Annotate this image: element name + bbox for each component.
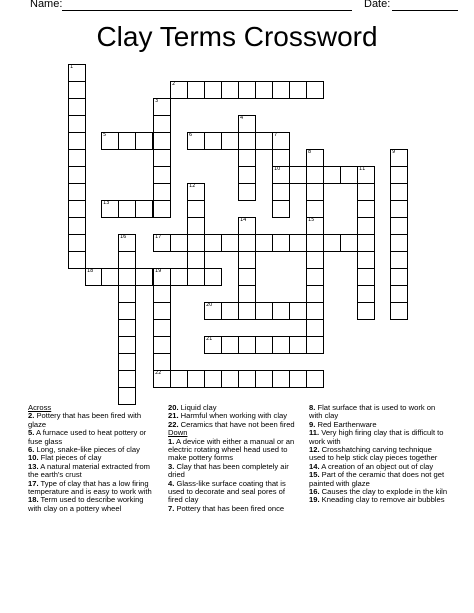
grid-cell[interactable] [289,336,307,354]
grid-cell[interactable] [153,149,171,167]
clue-number: 17 [155,234,162,240]
clue-number-label: 8. [309,403,316,412]
grid-cell[interactable] [204,81,222,99]
grid-cell[interactable] [204,370,222,388]
clue [309,471,449,488]
grid-cell[interactable] [68,234,86,252]
clue [168,438,298,463]
clue-number-label: 5. [28,428,35,438]
grid-cell[interactable] [153,370,171,388]
grid-cell[interactable] [101,132,119,150]
grid-cell[interactable] [255,132,273,150]
grid-cell[interactable] [255,81,273,99]
grid-cell[interactable] [135,132,153,150]
grid-cell[interactable] [306,149,324,167]
name-label: Name: [30,0,63,10]
clue-number: 1 [70,64,74,70]
clue [309,446,449,463]
grid-cell[interactable] [153,98,171,116]
clue-column-3 [309,404,449,505]
clue-number-label: 12. [309,445,320,455]
clue-text: Harmful when working with clay [178,411,288,421]
grid-cell[interactable] [390,302,408,320]
grid-cell[interactable] [390,234,408,252]
clue-number: 9 [392,149,396,155]
grid-cell[interactable] [170,81,188,99]
grid-cell[interactable] [390,183,408,201]
grid-cell[interactable] [357,268,375,286]
clue-text: Long, snake-like pieces of clay [34,445,140,455]
grid-cell[interactable] [204,234,222,252]
grid-cell[interactable] [204,302,222,320]
clue-number: 8 [308,149,312,155]
grid-cell[interactable] [221,336,239,354]
grid-cell[interactable] [238,166,256,184]
grid-cell[interactable] [238,81,256,99]
date-label: Date: [364,0,391,10]
clue-text: Ceramics that have not been fired [178,419,295,429]
clue-number-label: 21. [168,411,179,421]
clue-column-1 [28,404,158,513]
grid-cell[interactable] [390,251,408,269]
clue-text: Flat surface that is used to work on with clay [309,403,436,421]
grid-cell[interactable] [204,268,222,286]
grid-cell[interactable] [118,387,136,405]
grid-cell[interactable] [221,234,239,252]
clue-number-label: 10. [28,453,39,463]
grid-cell[interactable] [68,132,86,150]
clue [28,412,158,429]
clue-text: Red Earthenware [315,419,377,429]
grid-cell[interactable] [221,370,239,388]
clue-number-label: 19. [309,495,320,505]
grid-cell[interactable] [68,115,86,133]
clue-text: Causes the clay to explode in the kiln [319,487,448,497]
grid-cell[interactable] [255,234,273,252]
grid-cell[interactable] [357,251,375,269]
clue-number-label: 3. [168,461,175,471]
grid-cell[interactable] [187,251,205,269]
clue-number: 2 [172,81,176,87]
clue-text: A device with either a manual or an electric rotating wheel head used to make pottery forms [168,436,295,463]
grid-cell[interactable] [357,285,375,303]
clue-number: 18 [87,268,94,274]
grid-cell[interactable] [357,217,375,235]
grid-cell[interactable] [187,81,205,99]
grid-cell[interactable] [340,166,358,184]
clue-text: Very high firing clay that is difficult to work with [309,428,444,446]
clue-number: 7 [274,132,278,138]
grid-cell[interactable] [238,370,256,388]
clue-number: 6 [189,132,193,138]
clue-number: 22 [155,370,162,376]
grid-cell[interactable] [289,166,307,184]
clue-text: Kneading clay to remove air bubbles [319,495,445,505]
clue-number-label: 7. [168,503,175,513]
grid-cell[interactable] [390,149,408,167]
grid-cell[interactable] [289,370,307,388]
grid-cell[interactable] [272,132,290,150]
grid-cell[interactable] [272,336,290,354]
grid-cell[interactable] [153,200,171,218]
grid-cell[interactable] [357,200,375,218]
grid-cell[interactable] [390,166,408,184]
clue-number: 5 [103,132,107,138]
grid-cell[interactable] [255,302,273,320]
grid-cell[interactable] [187,370,205,388]
grid-cell[interactable] [118,302,136,320]
clue-text: Pottery that has been fired once [174,503,285,513]
grid-cell[interactable] [170,268,188,286]
grid-cell[interactable] [238,115,256,133]
grid-cell[interactable] [68,98,86,116]
grid-cell[interactable] [390,268,408,286]
grid-cell[interactable] [170,234,188,252]
grid-cell[interactable] [306,336,324,354]
clue-number: 15 [308,217,315,223]
clue-number-label: 16. [309,487,320,497]
grid-cell[interactable] [238,251,256,269]
clue-text: Crosshatching carving technique used to help stick clay pieces together [309,445,438,463]
grid-cell[interactable] [101,268,119,286]
grid-cell[interactable] [306,183,324,201]
clue [28,480,158,497]
clue-number-label: 9. [309,419,316,429]
grid-cell[interactable] [357,234,375,252]
grid-cell[interactable] [255,370,273,388]
grid-cell[interactable] [170,370,188,388]
clue-text: Flat pieces of clay [38,453,102,463]
grid-cell[interactable] [118,200,136,218]
clue-list [0,404,474,613]
grid-cell[interactable] [118,234,136,252]
clue-number-label: 2. [28,411,35,421]
grid-cell[interactable] [323,166,341,184]
grid-cell[interactable] [118,370,136,388]
clue-text: A creation of an object out of clay [319,461,434,471]
clue-text: A furnace used to heat pottery or fuse glass [28,428,147,446]
grid-cell[interactable] [238,217,256,235]
clue-number-label: 14. [309,461,320,471]
grid-cell[interactable] [323,234,341,252]
clue-text: A natural material extracted from the earth's crust [28,461,150,480]
grid-cell[interactable] [153,353,171,371]
grid-cell[interactable] [135,200,153,218]
grid-cell[interactable] [340,234,358,252]
grid-cell[interactable] [187,234,205,252]
clue-number-label: 20. [168,403,179,412]
clue-text: Liquid clay [178,403,217,412]
grid-cell[interactable] [153,319,171,337]
grid-cell[interactable] [187,200,205,218]
grid-cell[interactable] [238,336,256,354]
grid-cell[interactable] [306,217,324,235]
clue [309,496,449,504]
grid-cell[interactable] [118,336,136,354]
clue-number: 11 [359,166,366,172]
grid-cell[interactable] [68,251,86,269]
grid-cell[interactable] [187,183,205,201]
grid-cell[interactable] [187,132,205,150]
grid-cell[interactable] [135,268,153,286]
grid-cell[interactable] [221,132,239,150]
grid-cell[interactable] [153,166,171,184]
grid-cell[interactable] [272,183,290,201]
grid-cell[interactable] [390,217,408,235]
grid-cell[interactable] [289,234,307,252]
grid-cell[interactable] [153,268,171,286]
clue [168,505,298,513]
clue-number: 12 [189,183,196,189]
grid-cell[interactable] [306,285,324,303]
clue-number-label: 6. [28,445,35,455]
grid-cell[interactable] [272,149,290,167]
clue-number-label: 15. [309,470,320,480]
clue-number: 14 [240,217,247,223]
clue [168,463,298,480]
grid-cell[interactable] [153,234,171,252]
grid-cell[interactable] [306,251,324,269]
clue-text: Term used to describe working with clay on a pottery wheel [28,495,144,513]
grid-cell[interactable] [118,285,136,303]
grid-cell[interactable] [390,285,408,303]
clue-number: 16 [120,234,127,240]
clue [309,429,449,446]
clue-number-label: 22. [168,419,179,429]
grid-cell[interactable] [204,336,222,354]
grid-cell[interactable] [118,268,136,286]
clue-number: 21 [206,336,213,342]
grid-cell[interactable] [187,217,205,235]
down-heading: Down [168,428,188,438]
grid-cell[interactable] [238,183,256,201]
grid-cell[interactable] [118,132,136,150]
grid-cell[interactable] [68,200,86,218]
grid-cell[interactable] [221,81,239,99]
grid-cell[interactable] [306,319,324,337]
grid-cell[interactable] [153,132,171,150]
grid-cell[interactable] [68,166,86,184]
across-clues [28,412,158,513]
clue-number-label: 18. [28,495,39,505]
clue-number: 20 [206,302,213,308]
clue-number-label: 4. [168,478,175,488]
grid-cell[interactable] [204,132,222,150]
grid-cell[interactable] [272,234,290,252]
across-heading: Across [28,403,52,412]
grid-cell[interactable] [68,64,86,82]
clue-number-label: 11. [309,428,320,438]
clue-number: 19 [155,268,162,274]
clue-text: Part of the ceramic that does not get painted with glaze [309,470,445,488]
grid-cell[interactable] [272,370,290,388]
grid-cell[interactable] [153,115,171,133]
clue-text: Glass-like surface coating that is used to decorate and seal pores of fired clay [168,478,286,505]
down-clues [168,438,298,514]
clue-number: 3 [155,98,159,104]
grid-cell[interactable] [357,302,375,320]
grid-cell[interactable] [68,149,86,167]
clue-number: 13 [103,200,110,206]
grid-cell[interactable] [118,319,136,337]
clue-column-2 [168,404,298,513]
grid-cell[interactable] [306,166,324,184]
grid-cell[interactable] [306,370,324,388]
grid-cell[interactable] [118,251,136,269]
clue-number: 10 [274,166,281,172]
clue-text: Type of clay that has a low firing temperature and is easy to work with [28,478,152,497]
clue-text: Pottery that has been fired with glaze [28,411,142,429]
grid-cell[interactable] [238,268,256,286]
across-clues-continued [168,404,298,429]
grid-cell[interactable] [289,302,307,320]
clue [28,429,158,446]
clue [168,421,298,429]
grid-cell[interactable] [101,200,119,218]
clue-number-label: 13. [28,461,39,471]
grid-cell[interactable] [390,200,408,218]
grid-cell[interactable] [255,336,273,354]
grid-cell[interactable] [238,132,256,150]
grid-cell[interactable] [153,183,171,201]
grid-cell[interactable] [306,234,324,252]
grid-cell[interactable] [221,302,239,320]
grid-cell[interactable] [272,166,290,184]
grid-cell[interactable] [118,353,136,371]
grid-cell[interactable] [68,183,86,201]
grid-cell[interactable] [306,302,324,320]
clue [28,463,158,480]
grid-cell[interactable] [272,81,290,99]
grid-cell[interactable] [238,302,256,320]
grid-cell[interactable] [68,81,86,99]
grid-cell[interactable] [357,166,375,184]
clue [28,496,158,513]
grid-cell[interactable] [357,183,375,201]
clue [168,480,298,505]
clue [309,404,449,421]
grid-cell[interactable] [306,200,324,218]
grid-cell[interactable] [289,81,307,99]
clue-number-label: 17. [28,478,39,488]
clue-number-label: 1. [168,436,175,446]
grid-cell[interactable] [238,234,256,252]
grid-cell[interactable] [153,336,171,354]
grid-cell[interactable] [187,268,205,286]
clue-number: 4 [240,115,244,121]
grid-cell[interactable] [238,149,256,167]
grid-cell[interactable] [272,302,290,320]
grid-cell[interactable] [153,285,171,303]
grid-cell[interactable] [306,81,324,99]
grid-cell[interactable] [238,285,256,303]
grid-cell[interactable] [68,217,86,235]
clue-text: Clay that has been completely air dried [168,461,289,480]
grid-cell[interactable] [272,200,290,218]
page-title: Clay Terms Crossword [96,21,378,52]
grid-cell[interactable] [306,268,324,286]
down-clues-continued [309,404,449,505]
grid-cell[interactable] [153,302,171,320]
